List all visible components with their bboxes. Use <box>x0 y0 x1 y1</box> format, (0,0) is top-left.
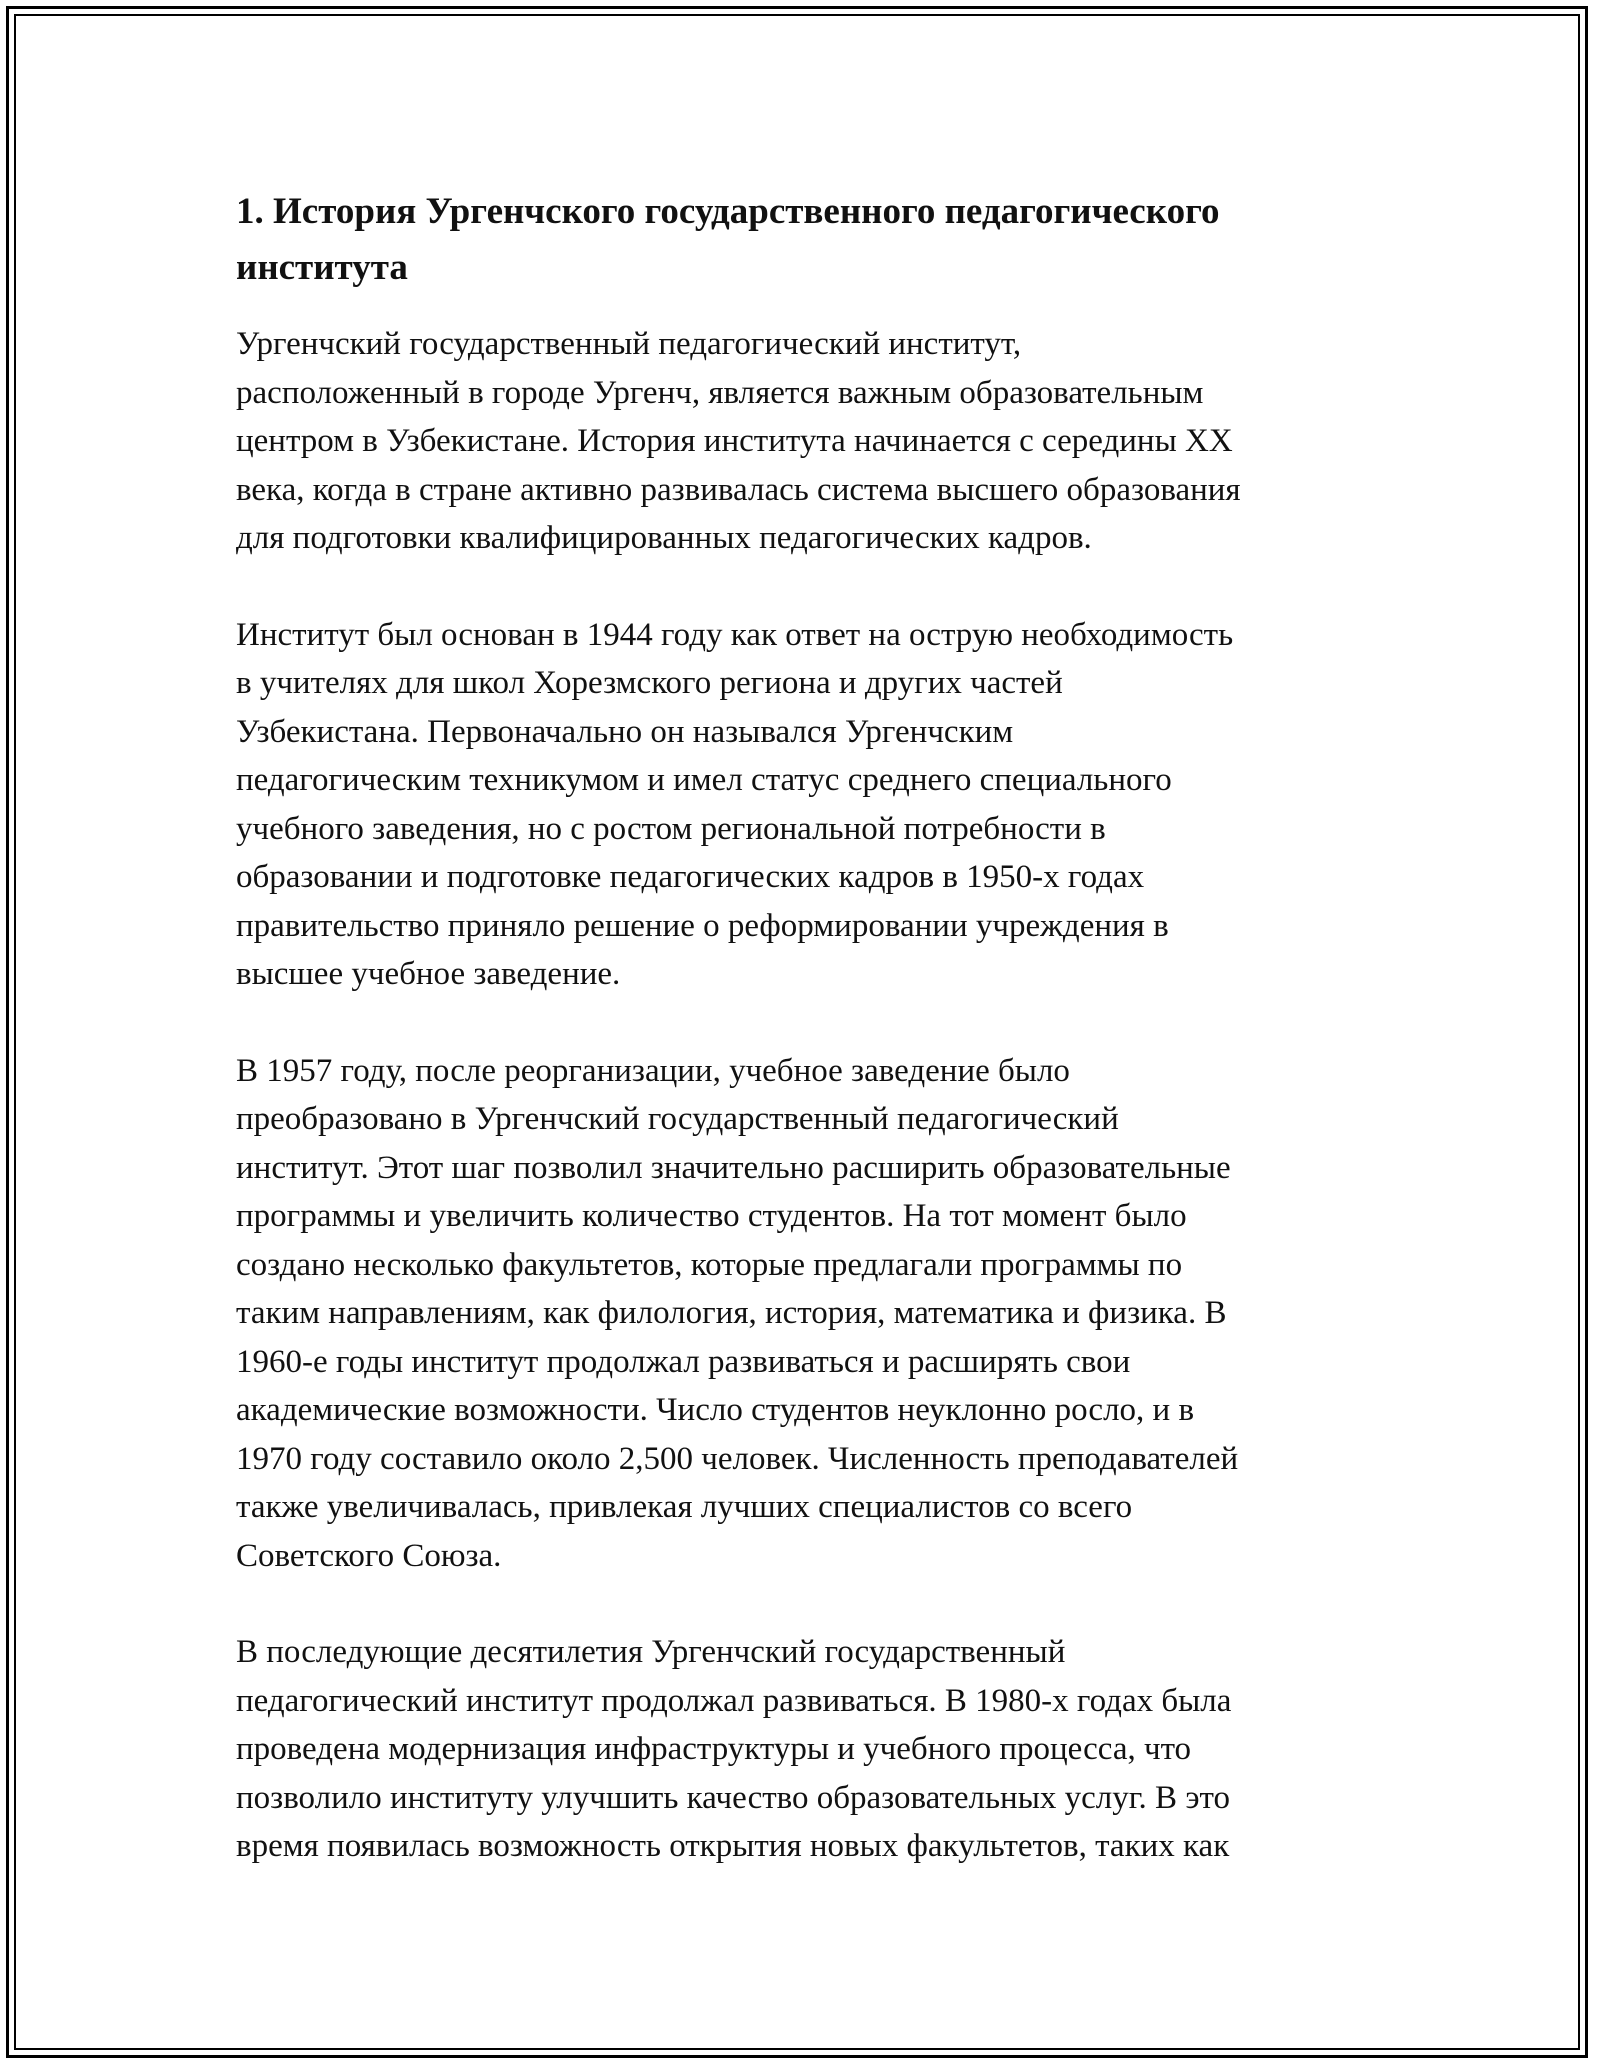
text-line: позволило институту улучшить качество образовательных услуг. В это <box>236 1779 1230 1816</box>
text-line: в учителях для школ Хорезмского региона и других частей <box>236 665 1063 701</box>
text-line: педагогический институт продолжал развиваться. В 1980-х годах была <box>236 1682 1232 1719</box>
heading-line: 1. История Ургенчского государственного педагогического <box>236 191 1220 232</box>
text-line: Ургенчский государственный педагогический институт, <box>236 326 1022 362</box>
text-line: В последующие десятилетия Ургенчский государственный <box>236 1634 1066 1670</box>
text-line: Институт был основан в 1944 году как ответ на острую необходимость <box>236 616 1234 653</box>
text-line: 1970 году составило около 2,500 человек. Численность преподавателей <box>236 1440 1239 1477</box>
text-line: центром в Узбекистане. История института начинается с середины XX <box>236 423 1233 459</box>
text-line: века, когда в стране активно развивалась система высшего образования <box>236 471 1241 508</box>
text-line: правительство приняло решение о реформировании учреждения в <box>236 907 1169 944</box>
paragraph-founding <box>236 611 1376 999</box>
text-line: высшее учебное заведение. <box>236 956 621 992</box>
paragraph-later-decades <box>236 1628 1376 1871</box>
text-line: 1960-е годы институт продолжал развиваться и расширять свои <box>236 1343 1131 1380</box>
document-body <box>236 184 1376 1919</box>
text-line: преобразовано в Ургенчский государственный педагогический <box>236 1101 1119 1137</box>
text-line: программы и увеличить количество студентов. На тот момент было <box>236 1198 1187 1234</box>
text-line: В 1957 году, после реорганизации, учебное заведение было <box>236 1052 1070 1089</box>
text-line: Узбекистана. Первоначально он назывался Ургенчским <box>236 713 1014 750</box>
paragraph-intro <box>236 320 1376 563</box>
paragraph-reorganization <box>236 1047 1376 1581</box>
text-line: учебного заведения, но с ростом региональной потребности в <box>236 810 1106 847</box>
text-line: создано несколько факультетов, которые предлагали программы по <box>236 1246 1183 1283</box>
text-line: образовании и подготовке педагогических кадров в 1950-х годах <box>236 859 1145 895</box>
text-line: академические возможности. Число студентов неуклонно росло, и в <box>236 1392 1195 1428</box>
text-line: время появилась возможность открытия новых факультетов, таких как <box>236 1828 1230 1864</box>
text-line: Советского Союза. <box>236 1537 502 1574</box>
text-line: институт. Этот шаг позволил значительно расширить образовательные <box>236 1149 1231 1186</box>
section-heading <box>236 184 1376 296</box>
text-line: педагогическим техникумом и имел статус среднего специального <box>236 762 1172 798</box>
text-line: для подготовки квалифицированных педагогических кадров. <box>236 520 1092 556</box>
text-line: проведена модернизация инфраструктуры и учебного процесса, что <box>236 1731 1192 1767</box>
heading-line: института <box>236 247 408 288</box>
text-line: таким направлениям, как филология, история, математика и физика. В <box>236 1295 1227 1331</box>
text-line: расположенный в городе Ургенч, является важным образовательным <box>236 374 1204 411</box>
text-line: также увеличивалась, привлекая лучших специалистов со всего <box>236 1489 1133 1525</box>
